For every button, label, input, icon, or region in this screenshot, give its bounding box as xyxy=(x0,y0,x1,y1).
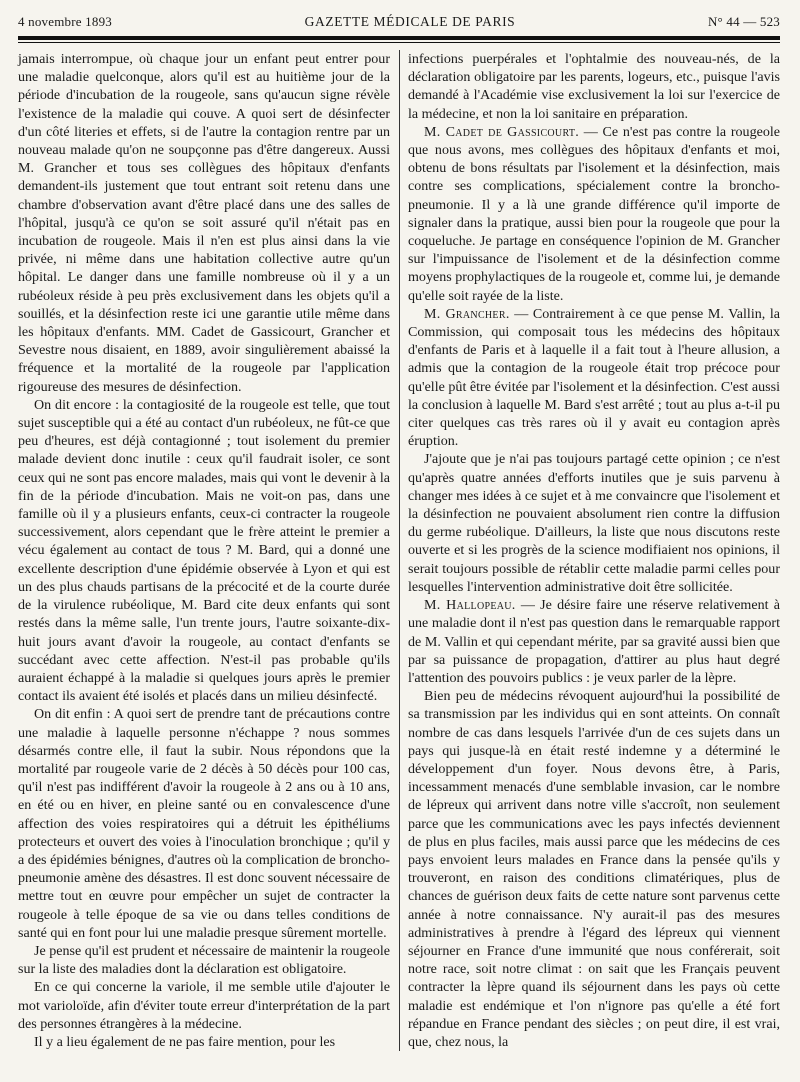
paragraph xyxy=(408,305,780,451)
paragraph xyxy=(18,396,390,705)
paragraph-text: — Je désire faire une réserve relativement à une maladie dont il n'est pas question dans le remarquable rapport de M. Vallin et qui cependant mérite, par sa gravité aussi bien que par sa puissance de propagation, d'attirer au plus haut degré l'attention des pouvoirs publics : je veux parler de la lèpre. xyxy=(408,597,781,686)
paragraph-text: On dit encore : la contagiosité de la rougeole est telle, que tout sujet susceptible qui a été au contact d'un rubéoleux, ne fût-ce que peu d'heures, est déjà contagionné ; tout isolement du premier malade devient donc inutile : ceux qu'il faudrait isoler, ce sont ceux qui ne sont pas encore malades, mais qui vont le devenir à la fin de la période d'incubation. Mais ne voit-on pas, dans une famille où il y a plusieurs enfants, ceux-ci contracter la rougeole successivement, alors cependant que le frère atteint le premier a vécu également au contact de tous ? M. Bard, qui a donné une excellente description d'une épidémie observée à Lyon et qui est un des plus chauds partisans de la précocité et de la courte durée de la virulence rubéolique, M. Bard cite deux enfants qui sont restés dans la même salle, l'un trente jours, l'autre soixante-dix-huit jours avant d'avoir la rougeole, au contact d'enfants se succédant avec cette affection. N'est-il pas probable qu'ils auraient échappé à la maladie si quelques jours après le premier contact ils avaient été isolés et placés dans un milieu désinfecté. xyxy=(18,396,390,705)
column-divider xyxy=(399,50,400,1051)
paragraph-text: Bien peu de médecins révoquent aujourd'hui la possibilité de sa transmission par les individus qui en sont atteints. On connaît nombre de cas dans lesquels l'arrivée d'un de ces sujets dans un pays qui jusque-là en était resté indemne y a déterminé le développement d'un foyer. Nous devons être, à Paris, incessamment menacés d'une semblable invasion, car le nombre de lépreux qui arrivent dans notre ville s'accroît, non seulement parce que les communications avec les pays infectés deviennent de plus en plus faciles, mais aussi parce que les médecins de ces pays envoient leurs malades en France dans la pensée qu'ils y trouveront, en raison des conditions climatériques, plus de chances de guérison deux faits de cette nature sont parvenus cette année à notre connaissance. N'y aurait-il pas des mesures administratives à prendre à l'égard des lépreux qui viennent séjourner en France d'une immunité que nous conférerait, soit notre race, soit notre climat : on sait que les Français peuvent contracter la lèpre quand ils séjournent dans les pays où cette maladie est endémique et l'on n'ignore pas qu'elle a été fort répandue en France pendant des siècles ; on peut dire, il est vrai, que, chez nous, la xyxy=(408,688,780,1050)
paragraph-text: — Ce n'est pas contre la rougeole que nous avons, mes collègues des hôpitaux d'enfants et moi, obtenu de bons résultats par l'isolement et la désinfection, mais contre ses complications, spécialement contre la broncho-pneumonie. Il y a là une grande différence qu'il importe de signaler dans la pratique, aussi bien pour la rougeole que pour la coqueluche. Je partage en conséquence l'opinion de M. Grancher sur l'impuissance de l'isolement et de la désinfection comme moyens prophylactiques de la rougeole et, comme lui, je demande qu'elle soit rayée de la liste. xyxy=(408,123,780,304)
paragraph-text: On dit enfin : A quoi sert de prendre tant de précautions contre une maladie à laquelle personne n'échappe ? nous sommes désarmés contre elle, il faut la subir. Nous répondons que la mortalité par rougeole varie de 2 décès à 50 décès pour 100 cas, qu'il n'est pas indifférent d'avoir la rougeole à 2 ans ou à 10 ans, en été ou en hiver, en pleine santé ou en convalescence d'une affection des voies respiratoires qui a détruit les épithéliums protecteurs et ouvert des voies à l'inoculation bronchique ; qu'il y a des épidémies bénignes, d'autres où la complication de broncho-pneumonie amène des désastres. Il est donc souvent nécessaire de mettre tout en œuvre pour empêcher un sujet de contracter la rougeole à telle époque de sa vie ou dans telles conditions de santé qui en font pour lui une maladie presque sûrement mortelle. xyxy=(18,706,390,941)
paragraph xyxy=(408,50,780,123)
paragraph xyxy=(18,705,390,942)
issue-page-number: N° 44 — 523 xyxy=(707,14,780,29)
paragraph-text: En ce qui concerne la variole, il me semble utile d'ajouter le mot varioloïde, afin d'éviter toute erreur d'interprétation de la part des personnes étrangères à la médecine. xyxy=(18,979,390,1032)
paragraph-text: Il y a lieu également de ne pas faire mention, pour les xyxy=(34,1033,336,1050)
paragraph xyxy=(18,1033,390,1051)
header-date: 4 novembre 1893 xyxy=(18,14,112,29)
paragraph xyxy=(408,596,780,687)
header-rule-thin xyxy=(18,42,780,43)
left-column xyxy=(18,50,390,1051)
header-rule-thick xyxy=(18,36,780,40)
paragraph xyxy=(18,978,390,1033)
paragraph xyxy=(18,50,390,396)
journal-title: GAZETTE MÉDICALE DE PARIS xyxy=(304,14,516,29)
speaker-name: M. Hallopeau. xyxy=(424,597,516,614)
paragraph-text: jamais interrompue, où chaque jour un enfant peut entrer pour une maladie quelconque, alors qu'il est au huitième jour de la période d'incubation de la rougeole, sans qu'aucun signe révèle l'existence de la maladie qui couve. A quoi sert de désinfecter d'un côté literies et effets, si de l'autre la contagion rentre par un nouveau malade qu'on ne soupçonne pas d'être dangereux. Aussi M. Grancher et tous ses collègues des hôpitaux d'enfants demandent-ils justement que tout entrant soit retenu dans une chambre d'observation avant d'être placé dans une des salles de l'hôpital, jusqu'à ce qu'on se soit assuré qu'il n'était pas en incubation de rougeole. Mais il n'en est plus ainsi dans la vie privée, ni même dans une habitation collective autre qu'un hôpital. Le danger dans une famille nombreuse où il y a un rubéoleux réside à peu près exclusivement dans les objets qu'il a souillés, et la désinfection reste ici une garantie utile même dans les hôpitaux d'enfants. MM. Cadet de Gassicourt, Grancher et Sevestre nous disaient, en 1889, avoir singulièrement abaissé la fréquence et la mortalité de la rougeole par l'application rigoureuse des mesures de désinfection. xyxy=(18,51,390,395)
right-column xyxy=(408,50,780,1051)
paragraph xyxy=(408,123,780,305)
paragraph-text: J'ajoute que je n'ai pas toujours partagé cette opinion ; ce n'est qu'après quatre années d'efforts inutiles que je suis parvenu à changer mes idées à ce sujet et à me convaincre que l'isolement et la désinfection ne pouvaient absolument rien contre la diffusion du germe rubéolique. D'ailleurs, la liste que nous discutons reste ouverte et si les progrès de la science modifiaient nos opinions, il serait toujours possible de rétablir cette maladie parmi celles pour lesquelles l'intervention administrative doit être sollicitée. xyxy=(408,451,780,595)
paragraph xyxy=(408,450,780,596)
paragraph xyxy=(18,942,390,978)
speaker-name: M. Cadet de Gassicourt. xyxy=(424,123,580,140)
paragraph-text: infections puerpérales et l'ophtalmie des nouveau-nés, de la déclaration obligatoire par les parents, logeurs, etc., puisque l'avis demandé à l'Académie vise exclusivement la loi sur l'exercice de la médecine, et non la loi sanitaire en préparation. xyxy=(408,51,780,122)
paragraph-text: Je pense qu'il est prudent et nécessaire de maintenir la rougeole sur la liste des maladies dont la déclaration est obligatoire. xyxy=(18,942,390,978)
running-head xyxy=(18,0,780,34)
paragraph-text: — Contrairement à ce que pense M. Vallin, la Commission, qui composait tous les médecins des hôpitaux d'enfants de Paris et à laquelle il a fait tout à l'heure allusion, a admis que la contagion de la rougeole était trop précoce pour qu'elle pût être évitée par l'isolement et la désinfection. C'est aussi la conclusion à laquelle M. Bard s'est arrêté ; tout au plus a-t-il pu citer quelques cas très rares où il y avait eu contagion après éruption. xyxy=(408,305,780,450)
text-columns xyxy=(18,50,780,1051)
speaker-name: M. Grancher. xyxy=(424,305,510,322)
paragraph xyxy=(408,687,780,1051)
